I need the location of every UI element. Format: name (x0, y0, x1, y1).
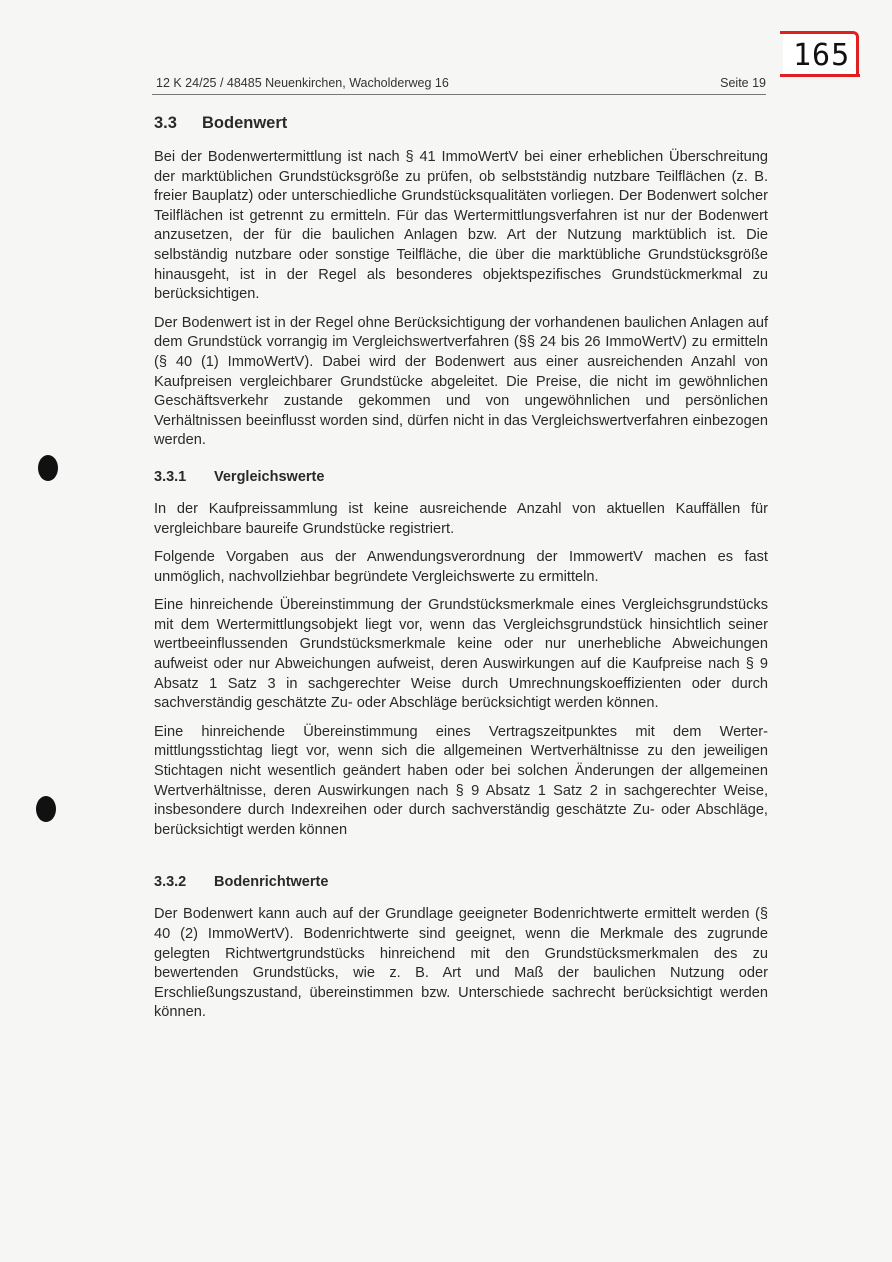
section-number: 3.3 (154, 114, 177, 132)
section-title: Bodenwert (202, 114, 288, 132)
section-title: Vergleichswerte (214, 468, 325, 485)
section-heading-3-3-1 (154, 469, 768, 485)
paragraph: Folgende Vorgaben aus der Anwendungsverordnung der ImmowertV machen es fast unmöglich, nachvollziehbar begründete Vergleichswerte zu ermitteln. (154, 549, 768, 585)
header-reference: 12 K 24/25 / 48485 Neuenkirchen, Wacholderweg 16 (156, 76, 449, 90)
section-heading-3-3 (154, 114, 768, 133)
section-number: 3.3.1 (154, 468, 187, 485)
section-number: 3.3.2 (154, 874, 187, 891)
section-heading-3-3-2 (154, 874, 768, 890)
stamp-number: 165 (793, 38, 851, 73)
page-header (152, 74, 766, 95)
document-body (154, 114, 768, 1023)
paragraph: Eine hinreichende Übereinstimmung der Grundstücksmerkmale eines Vergleichsgrundstücks mit dem Wertermittlungsobjekt liegt vor, wenn das Vergleichsgrundstück hinsichtlich seiner wertbeeinflussenden Grundstücksmerkmale keine oder nur unerhebliche Abweichungen aufweist oder nur Abweichungen aufweist, deren Auswirkungen auf die Kaufpreise nach § 9 Absatz 1 Satz 3 in sachgerechter Weise durch Umrechnungskoeffizienten oder durch sachverständig geschätzte Zu- oder Abschläge berücksichtigt werden können. (154, 597, 768, 712)
paragraph: Bei der Bodenwertermittlung ist nach § 41 ImmoWertV bei einer erheblichen Überschreitung der marktüblichen Grundstücksgröße zu prüfen, ob selbstständig nutzbare Teilflächen (z. B. freier Bauplatz) oder unterschiedliche Grundstücksqualitäten vorliegen. Der Bodenwert solcher Teilflächen ist getrennt zu ermitteln. Für das Wertermittlungsverfahren ist nur der Bodenwert anzusetzen, der für die baulichen Anlagen bzw. Art der Nutzung marktüblich ist. Die selbständig nutzbare oder sonstige Teilfläche, die über die marktübliche Grundstücksgröße hinausgeht, ist in der Regel als besonderes objektspezifisches Grundstückmerkmal zu berücksichtigen. (154, 149, 768, 303)
section-title: Bodenrichtwerte (214, 874, 329, 891)
paragraph: Der Bodenwert ist in der Regel ohne Berücksichtigung der vorhandenen baulichen Anlagen auf dem Grundstück vorrangig im Vergleichswertverfahren (§§ 24 bis 26 ImmoWertV) zu ermitteln (§ 40 (1) ImmoWertV). Dabei wird der Bodenwert aus einer ausreichenden Anzahl von Kaufpreisen vergleichbarer Grundstücke abgeleitet. Die Preise, die nicht im gewöhnlichen Geschäftsverkehr zustande gekommen und von ungewöhnlichen und persönlichen Verhältnissen beeinflusst worden sind, dürfen nicht in das Vergleichswertverfahren einbezogen werden. (154, 314, 768, 449)
page-number-stamp (783, 31, 859, 77)
paragraph: Eine hinreichende Übereinstimmung eines Vertragszeitpunktes mit dem Wertermittlungsstichtag liegt vor, wenn sich die allgemeinen Wertverhältnisse zu den jeweiligen Stichtagen nicht wesentlich geändert haben oder bei solchen Änderungen der allgemeinen Wertverhältnisse, deren Auswirkungen nach § 9 Absatz 1 Satz 2 in sachgerechter Weise, insbesondere durch Indexreihen oder durch sachverständig geschätzte Zu- oder Abschläge, berücksichtigt werden können (154, 723, 768, 838)
paragraph: Der Bodenwert kann auch auf der Grundlage geeigneter Bodenrichtwerte ermittelt werden (§ 40 (2) ImmoWertV). Bodenrichtwerte sind geeignet, wenn die Merkmale des zugrunde gelegten Richtwertgrundstücks hinreichend mit den Grundstücksmerkmalen des zu bewertenden Grundstücks, wie z. B. Art und Maß der baulichen Nutzung oder Erschließungszustand, übereinstimmen bzw. Unterschiede sachrecht berücksichtigt werden können. (154, 906, 768, 1021)
header-page-number: Seite 19 (720, 76, 766, 90)
paragraph: In der Kaufpreissammlung ist keine ausreichende Anzahl von aktuellen Kauffällen für vergleichbare baureife Grundstücke registriert. (154, 500, 768, 537)
punch-hole-top (38, 455, 58, 481)
punch-hole-bottom (36, 796, 56, 822)
